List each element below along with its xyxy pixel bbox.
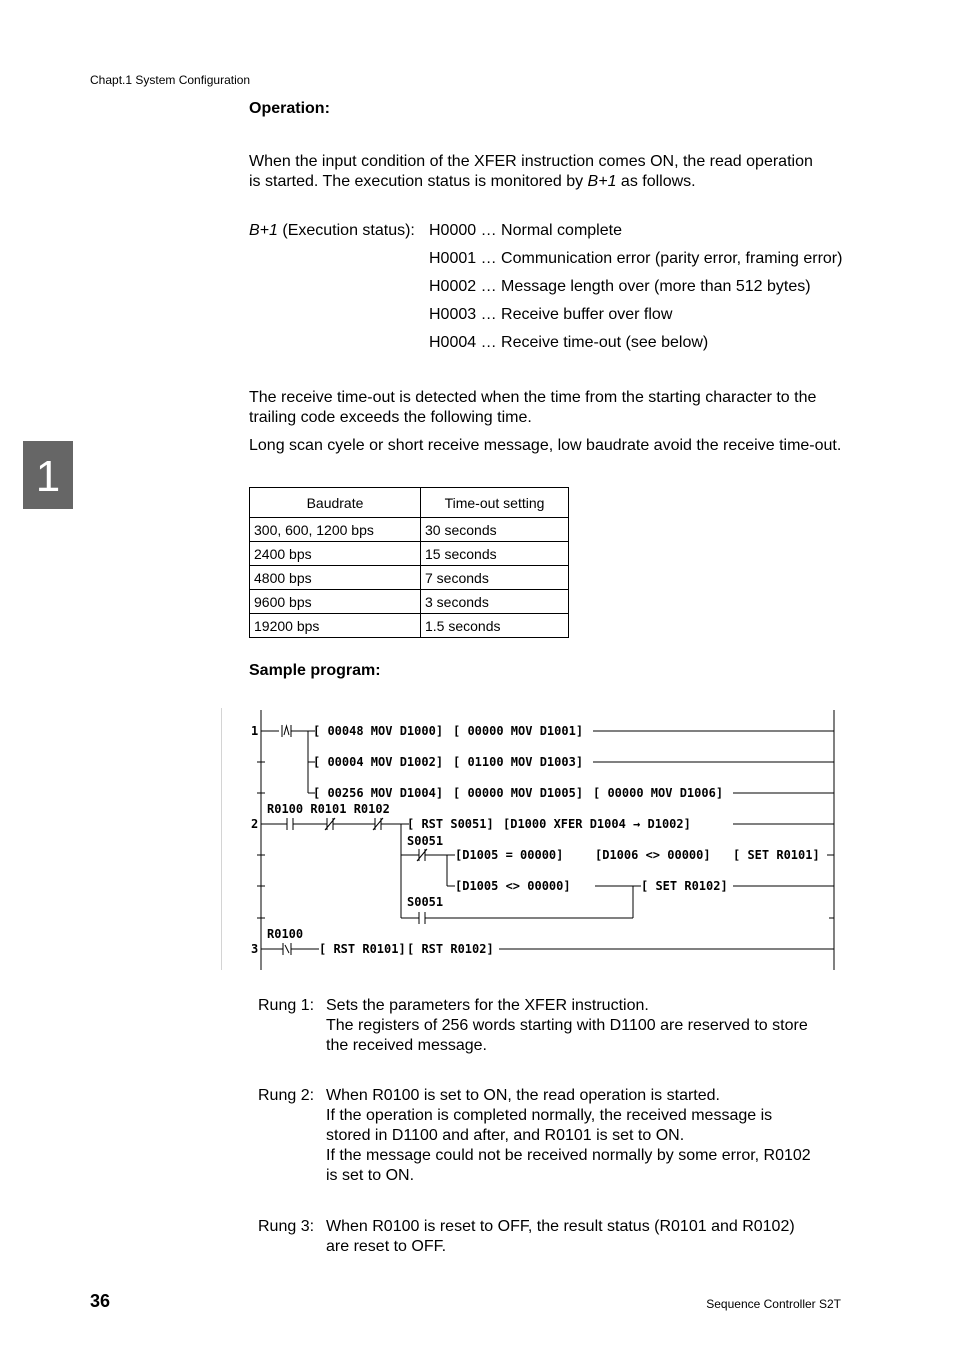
instruction-block: [ 00004 MOV D1002] (313, 755, 444, 769)
sample-program-heading: Sample program: (249, 662, 381, 679)
table-row (250, 542, 569, 566)
paragraph-line: When the input condition of the XFER instruction comes ON, the read operation (249, 153, 813, 170)
rung-text (326, 996, 846, 1056)
table-cell: 300, 600, 1200 bps (250, 518, 421, 542)
rung-label: Rung 1: (258, 997, 315, 1014)
paragraph-line: trailing code exceeds the following time. (249, 409, 532, 426)
operation-paragraph-2 (249, 388, 849, 428)
instruction-block: [ SET R0101] (733, 848, 820, 862)
rung-line: the received message. (326, 1037, 487, 1054)
table-cell: 1.5 seconds (421, 614, 569, 638)
instruction-block: [ RST R0101] (319, 942, 406, 956)
rung-line: If the message could not be received normally by some error, R0102 (326, 1147, 811, 1164)
table-cell: 9600 bps (250, 590, 421, 614)
footer-title: Sequence Controller S2T (706, 1297, 841, 1311)
status-item: H0004 … Receive time-out (see below) (429, 334, 709, 351)
operation-paragraph-1 (249, 152, 849, 192)
contact-labels: R0100 R0101 R0102 (267, 802, 390, 816)
table-row (250, 614, 569, 638)
rung-number: 2 (251, 817, 259, 831)
instruction-block: [D1005 = 00000] (455, 848, 564, 862)
rung-line: are reset to OFF. (326, 1238, 447, 1255)
instruction-block: [D1005 <> 00000] (455, 879, 571, 893)
instruction-block: [ 00256 MOV D1004] (313, 786, 444, 800)
rung-line: is set to ON. (326, 1167, 415, 1184)
rung-line: Sets the parameters for the XFER instruction. (326, 997, 649, 1014)
rung-label: Rung 2: (258, 1087, 315, 1104)
status-item: H0001 … Communication error (parity error, framing error) (429, 250, 843, 267)
table-cell: 7 seconds (421, 566, 569, 590)
timeout-table (249, 487, 569, 638)
paragraph-line: is started. The execution status is monitored by B+1 as follows. (249, 173, 696, 190)
instruction-block: [ SET R0102] (641, 879, 728, 893)
rung-line: When R0100 is set to ON, the read operation is started. (326, 1087, 720, 1104)
rung-line: If the operation is completed normally, the received message is (326, 1107, 773, 1124)
running-header: Chapt.1 System Configuration (90, 73, 251, 87)
paragraph-line: The receive time-out is detected when the time from the starting character to the (249, 389, 817, 406)
instruction-block: [ RST S0051] (407, 817, 494, 831)
instruction-block: [ 00000 MOV D1001] (453, 724, 584, 738)
table-row (250, 518, 569, 542)
ladder-lines (221, 708, 834, 970)
table-cell: 2400 bps (250, 542, 421, 566)
status-label: B+1 (Execution status): (249, 222, 415, 239)
chapter-tab: 1 (23, 441, 73, 509)
instruction-block: [D1000 XFER D1004 → D1002] (503, 817, 691, 831)
table-header-cell: Baudrate (250, 488, 421, 518)
table-cell: 15 seconds (421, 542, 569, 566)
rung-number: 1 (251, 724, 259, 738)
instruction-block: [ 01100 MOV D1003] (453, 755, 584, 769)
table-cell: 19200 bps (250, 614, 421, 638)
table-header-cell: Time-out setting (421, 488, 569, 518)
instruction-block: [ 00000 MOV D1006] (593, 786, 724, 800)
instruction-block: [ RST R0102] (407, 942, 494, 956)
rung-text (326, 1086, 846, 1186)
table-header-row (250, 488, 569, 518)
rung-line: The registers of 256 words starting with D1100 are reserved to store (326, 1017, 808, 1034)
table-row (250, 566, 569, 590)
instruction-block: [ 00048 MOV D1000] (313, 724, 444, 738)
contact-label: R0100 (267, 927, 304, 941)
ladder-text (251, 724, 820, 956)
status-item: H0003 … Receive buffer over flow (429, 306, 673, 323)
rung-line: When R0100 is reset to OFF, the result status (R0101 and R0102) (326, 1218, 795, 1235)
status-item: H0002 … Message length over (more than 512 bytes) (429, 278, 811, 295)
ladder-diagram (221, 708, 841, 970)
table-cell: 30 seconds (421, 518, 569, 542)
table-cell: 3 seconds (421, 590, 569, 614)
table-cell: 4800 bps (250, 566, 421, 590)
contact-label: S0051 (407, 895, 444, 909)
rung-number: 3 (251, 942, 259, 956)
instruction-block: [D1006 <> 00000] (595, 848, 711, 862)
status-item: H0000 … Normal complete (429, 222, 622, 239)
table-row (250, 590, 569, 614)
operation-heading: Operation: (249, 100, 330, 117)
instruction-block: [ 00000 MOV D1005] (453, 786, 584, 800)
page-number: 36 (90, 1291, 111, 1311)
operation-paragraph-3: Long scan cyele or short receive message, low baudrate avoid the receive time-out. (249, 437, 842, 454)
contact-label: S0051 (407, 834, 444, 848)
rung-line: stored in D1100 and after, and R0101 is set to ON. (326, 1127, 685, 1144)
rung-text (326, 1217, 846, 1257)
rung-label: Rung 3: (258, 1218, 315, 1235)
